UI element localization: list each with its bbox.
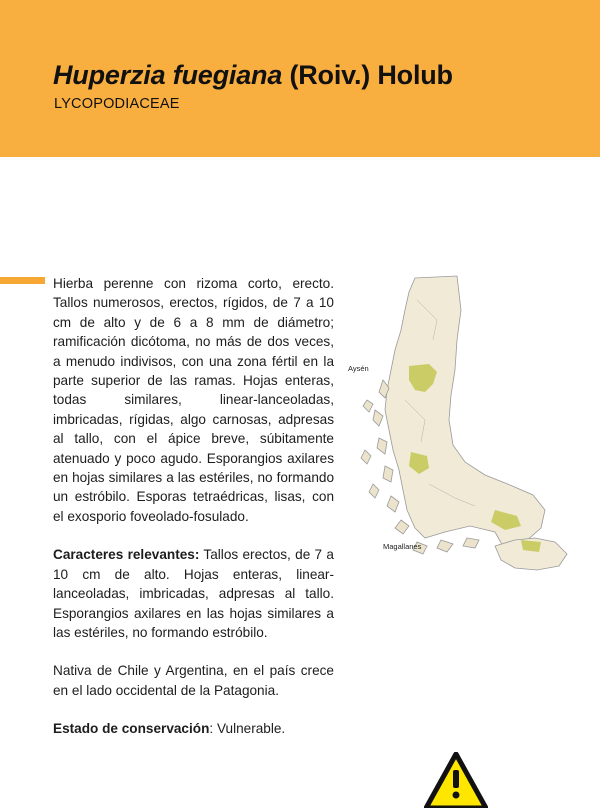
distribution-map — [345, 270, 575, 580]
distribution-paragraph: Nativa de Chile y Argentina, en el país crece en el lado occidental de la Patagonia. — [53, 663, 334, 698]
warning-exclamation-dot — [453, 792, 460, 799]
section-accent-bar — [0, 277, 45, 284]
species-text-column — [53, 274, 334, 758]
map-label-aysen: Aysén — [348, 364, 369, 373]
relevant-characters-label: Caracteres relevantes: — [53, 547, 200, 563]
map-label-magallanes: Magallanes — [383, 542, 422, 551]
warning-exclamation-bar — [453, 770, 459, 788]
family-name: LYCOPODIACEAE — [54, 96, 180, 112]
species-title — [53, 60, 453, 91]
map-land — [361, 276, 567, 570]
species-authority: (Roiv.) Holub — [282, 60, 453, 90]
conservation-status: : Vulnerable. — [209, 721, 286, 737]
conservation-paragraph — [53, 719, 334, 738]
species-binomial: Huperzia fuegiana — [53, 60, 283, 90]
conservation-label: Estado de conservación — [53, 721, 210, 737]
map-mainland — [385, 276, 545, 550]
relevant-characters-text: Tallos erectos, de 7 a 10 cm de alto. Hojas enteras, linear-lanceoladas, imbricadas, adpresas al tallo. Esporangios axilares en las hojas similares a las estériles, no formando estróbilo. — [53, 547, 334, 640]
relevant-characters-paragraph — [53, 545, 334, 642]
description-paragraph: Hierba perenne con rizoma corto, erecto. Tallos numerosos, erectos, rígidos, de 7 a 10 cm de alto y de 6 a 8 mm de diámetro; ramificación dicótoma, no más de dos veces, a menudo indivisos, con una zona fértil en la parte superior de las ramas. Hojas enteras, todas similares, linear-lanceoladas, imbricadas, rígidas, algo carnosas, adpresas al tallo, con el ápice breve, súbitamente atenuado y poco agudo. Esporangios axilares en hojas similares a las estériles, no formando un estróbilo. Esporas tetraédricas, lisas, con el exosporio foveolado-fosulado. — [53, 276, 334, 524]
